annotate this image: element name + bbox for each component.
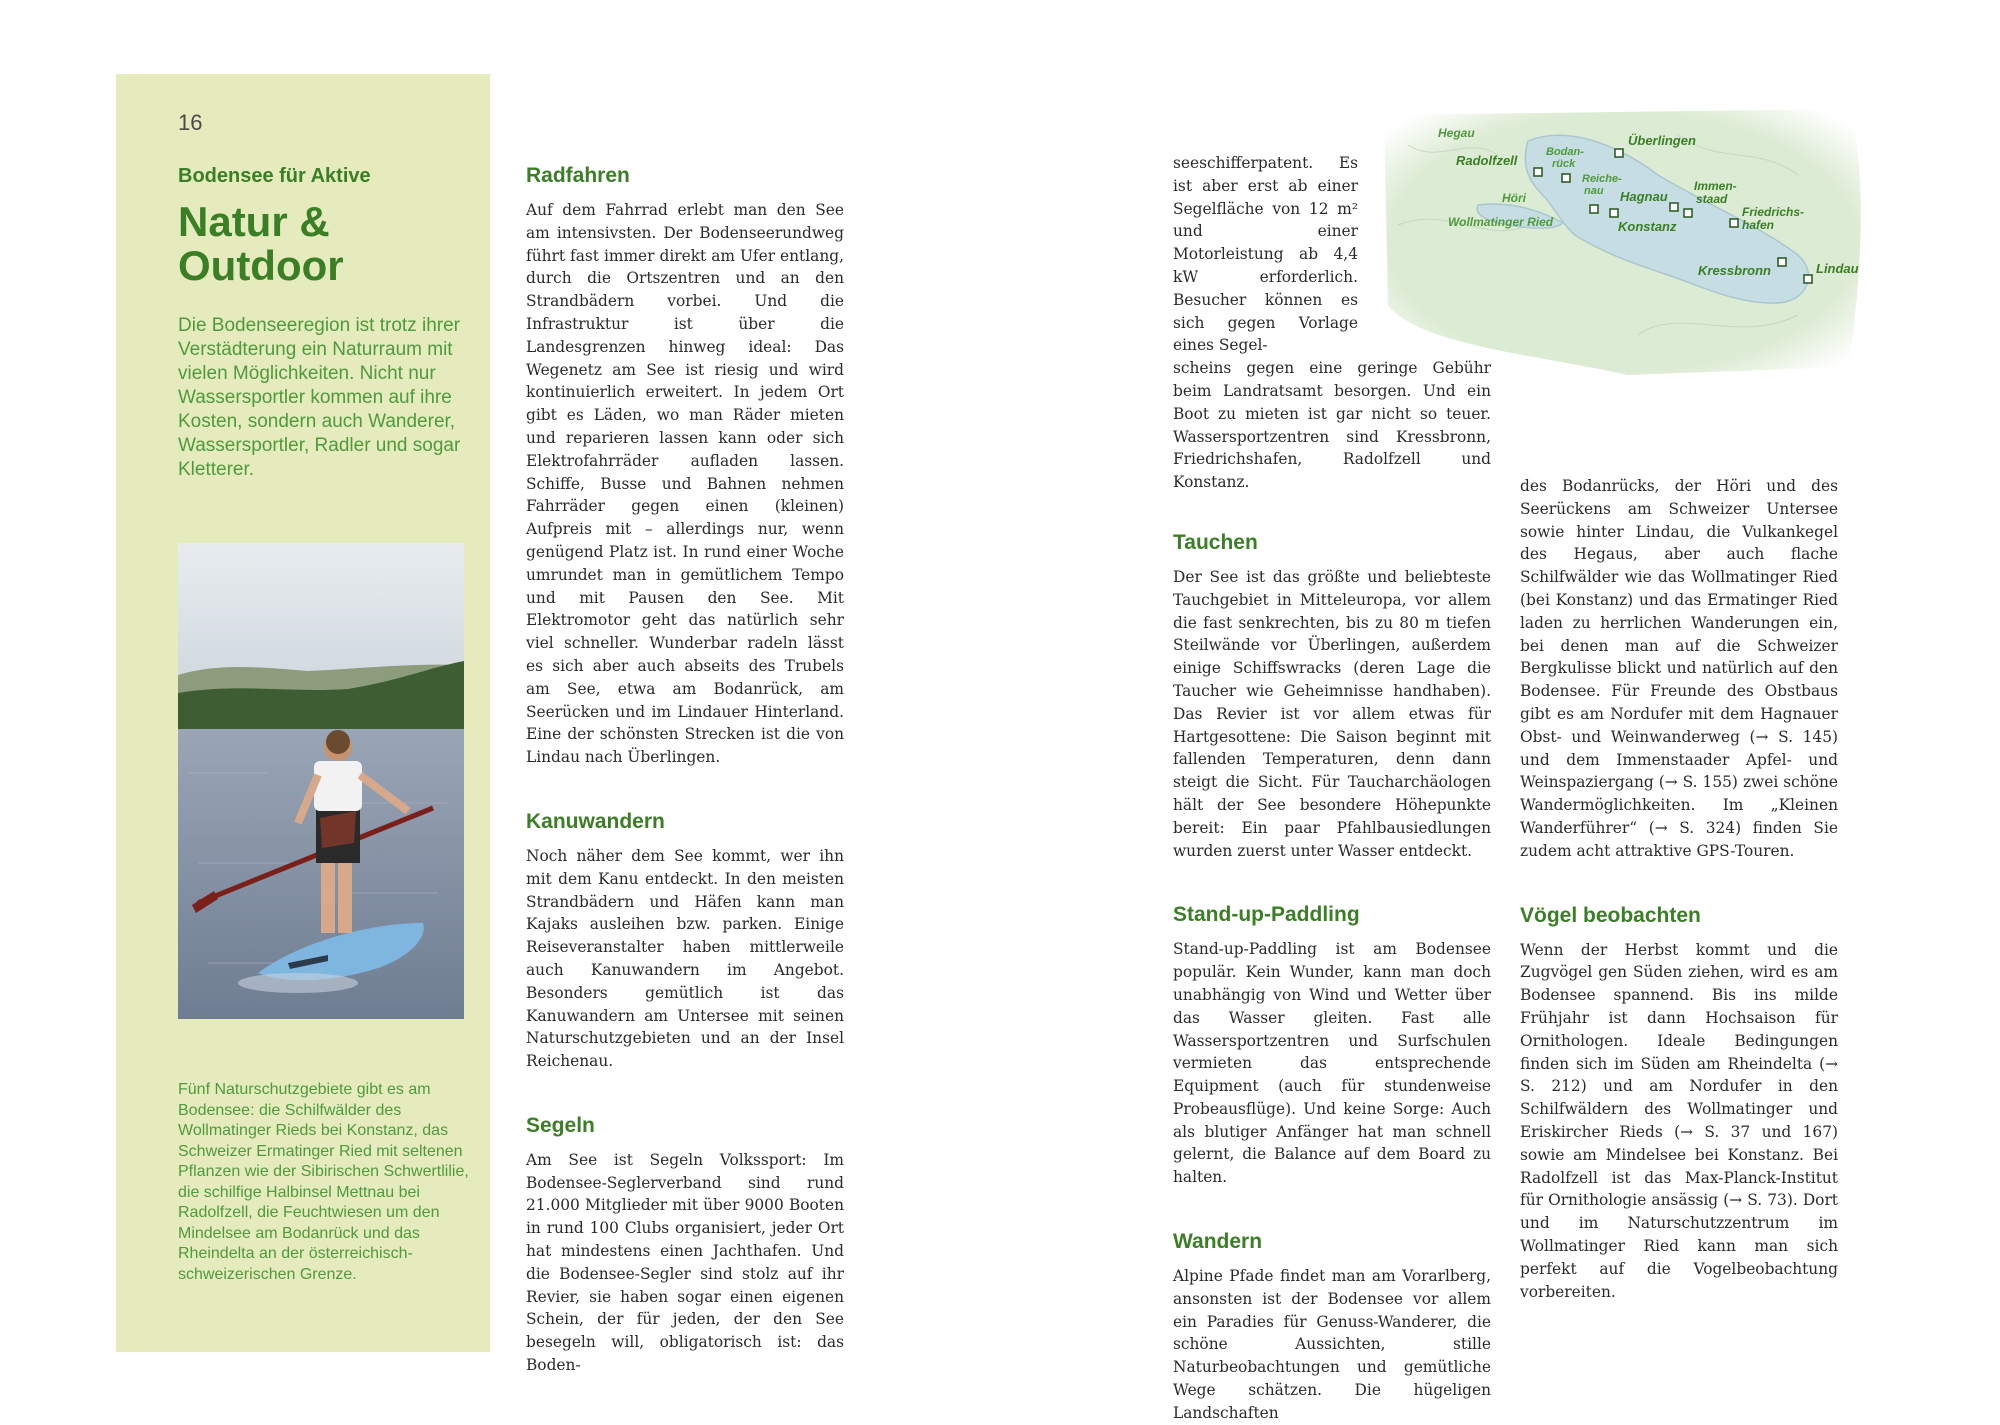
map-town-friedrichshafen-2: hafen — [1742, 218, 1775, 232]
map-town-bodanrueck-1: Bodan- — [1546, 146, 1584, 158]
intro-text: Die Bodenseeregion ist trotz ihrer Verstädterung ein Naturraum mit vielen Möglichkeiten. Nicht nur Wassersportler kommen auf ihre Kosten, sondern auch Wanderer, Wassersportler, Radler und sogar Kletterer. — [178, 315, 461, 480]
paddleboarder-photo — [178, 543, 464, 1019]
column-1 — [526, 163, 844, 1377]
heading-radfahren: Radfahren — [526, 164, 630, 187]
section-kanuwandern — [526, 809, 844, 1073]
map-town-immenstaad-1: Immen- — [1694, 179, 1737, 193]
heading-voegel: Vögel beobachten — [1520, 903, 1701, 927]
text-segeln: Am See ist Segeln Volkssport: Im Bodensee-Seglerverband sind rund 21.000 Mitglieder mit über 9000 Booten in rund 100 Clubs organisiert, jeder Ort hat mindestens einen Jachthafen. Und die Bodensee-Segler sind stolz auf ihr Revier, sie haben sogar einen eigenen Schein, der für jeden, der den See besegeln will, obligatorisch ist: das Boden- — [526, 1150, 844, 1375]
text-voegel: Wenn der Herbst kommt und die Zugvögel gen Süden ziehen, wird es am Bodensee spannend. Bis ins milde Frühjahr ist dann Hochsaison für Ornithologen. Ideale Bedingungen finden sich im Süden am Rheindelta (→ S. 212) und am Nordufer in den Schilfwäldern des Wollmatinger und Eriskircher Rieds (→ S. 37 und 167) sowie am Mindelsee bei Konstanz. Bei Radolfzell ist das Max-Planck-Institut für Ornithologie ansässig (→ S. 73). Dort und im Naturschutzzentrum im Wollmatinger Ried kann man sich perfekt auf die Vogelbeobachtung vorbereiten. — [1520, 940, 1838, 1301]
heading-segeln: Segeln — [526, 1113, 595, 1137]
map-marker-bodanrueck — [1562, 174, 1570, 182]
text-wandern-cont: des Bodanrücks, der Höri und des Seerückens am Schweizer Untersee sowie hinter Lindau, die Vulkankegel des Hegaus, aber auch flache Schilfwälder wie das Wollmatinger Ried (bei Konstanz) und das Ermatinger Ried laden zu herrlichen Wanderungen ein, bei denen man auf die Schweizer Bergkulisse blickt und natürlich auf den Bodensee. Für Freunde des Obstbaus gibt es am Nordufer mit dem Hagnauer Obst- und Weinwanderweg (→ S. 145) und dem Immenstaader Apfel- und Weinspaziergang (→ S. 155) zwei schöne Wandermöglichkeiten. Im „Kleinen Wanderführer“ (→ S. 324) finden Sie zudem acht attraktive GPS-Touren. — [1520, 477, 1838, 860]
map-town-hagnau: Hagnau — [1620, 189, 1668, 204]
map-label-hegau: Hegau — [1438, 126, 1475, 140]
section-kicker: Bodensee für Aktive — [178, 165, 371, 187]
column-3 — [1520, 475, 1838, 1303]
map-marker-reichenau — [1590, 205, 1598, 213]
map-town-radolfzell: Radolfzell — [1456, 153, 1518, 168]
text-radfahren: Auf dem Fahrrad erlebt man den See am intensivsten. Der Bodenseerundweg führt fast immer direkt am Ufer entlang, durch die Ortszentren und an den Strandbädern vorbei. Und die Infrastruktur ist über die Landesgrenzen hinweg ideal: Das Wegenetz am See ist riesig und wird kontinuierlich erweitert. In jedem Ort gibt es Läden, wo man Räder mieten und reparieren lassen kann oder sich Elektrofahrräder aufladen lassen. Schiffe, Busse und Bahnen nehmen Fahrräder gegen einen (kleinen) Aufpreis mit – allerdings nur, wenn genügend Platz ist. In rund einer Woche umrundet man in gemütlichem Tempo und mit Pausen den See. Mit Elektromotor geht das natürlich sehr viel schneller. Wunderbar radeln lässt es sich aber auch abseits des Trubels am See, etwa am Bodanrück, am Seerücken und im Lindauer Hinterland. Eine der schönsten Strecken ist die von Lindau nach Überlingen. — [526, 201, 844, 767]
map-marker-immenstaad — [1684, 209, 1692, 217]
map-town-konstanz: Konstanz — [1618, 219, 1677, 234]
map-town-kressbronn: Kressbronn — [1698, 263, 1771, 278]
map-marker-friedrichshafen — [1730, 219, 1738, 227]
map-marker-ueberlingen — [1615, 149, 1623, 157]
map-graphic — [1378, 105, 1870, 377]
map-label-wollmatinger: Wollmatinger Ried — [1448, 215, 1554, 229]
text-sup: Stand-up-Paddling ist am Bodensee populär. Kein Wunder, kann man doch unabhängig von Wind und Wetter über das Wasser gleiten. Fast alle Wassersportzentren und Surfschulen vermieten das entsprechende Equipment (auch für stundenweise Probeausflüge). Und keine Sorge: Auch als blutiger Anfänger hat man schnell gelernt, die Balance auf dem Board zu halten. — [1173, 940, 1491, 1187]
heading-kanuwandern: Kanuwandern — [526, 809, 665, 833]
section-wandern — [1173, 1229, 1491, 1425]
section-voegel — [1520, 903, 1838, 1304]
heading-wandern: Wandern — [1173, 1230, 1263, 1254]
map-town-reichenau-2: nau — [1584, 185, 1604, 197]
map-marker-lindau — [1804, 275, 1812, 283]
map-town-ueberlingen: Überlingen — [1628, 133, 1696, 148]
text-wandern: Alpine Pfade findet man am Vorarlberg, ansonsten ist der Bodensee vor allem ein Paradies für Genuss-Wanderer, die schöne Aussichten, stille Naturbeobachtungen und gemütliche Wege schätzen. Die hügeligen Landschaften — [1173, 1267, 1491, 1422]
paddleboard-illustration — [178, 543, 464, 1019]
photo-caption: Fünf Naturschutzgebiete gibt es am Bodensee: die Schilfwälder des Wollmatinger Rieds bei Konstanz, das Schweizer Ermatinger Ried mit seltenen Pflanzen wie der Sibirischen Schwertlilie, die schilfige Halbinsel Mettnau bei Radolfzell, die Feuchtwiesen um den Mindelsee am Bodanrück und das Rheindelta an der österreichisch-schweizerischen Grenze. — [178, 1081, 469, 1283]
map-marker-radolfzell — [1534, 168, 1542, 176]
page-number: 16 — [178, 110, 203, 135]
map-town-immenstaad-2: staad — [1696, 192, 1728, 206]
text-tauchen: Der See ist das größte und beliebteste Tauchgebiet in Mitteleuropa, vor allem die fast senkrechten, bis zu 80 m tiefen Steilwände vor Überlingen, außerdem einige Schiffswracks (deren Lage die Taucher wie Geheimnisse handhaben). Das Revier ist vor allem etwas für Hartgesottene: Die Saison beginnt mit fallenden Temperaturen, denn dann steigt die Sicht. Für Taucharchäologen hält der See besondere Höhepunkte bereit: Ein paar Pfahlbausiedlungen wurden zuerst unter Wasser entdeckt. — [1173, 567, 1491, 860]
heading-tauchen: Tauchen — [1173, 530, 1258, 554]
map-marker-kressbronn — [1778, 258, 1786, 266]
section-radfahren — [526, 163, 844, 769]
map-label-hoeri: Höri — [1502, 191, 1526, 205]
map-town-lindau: Lindau — [1816, 261, 1859, 276]
text-kanuwandern: Noch näher dem See kommt, wer ihn mit dem Kanu entdeckt. In den meisten Strandbädern und Häfen kann man Kajaks ausleihen bzw. parken. Einige Reiseveranstalter haben mittlerweile auch Kanuwandern im Angebot. Besonders gemütlich ist das Kanuwandern am Untersee mit seinen Naturschutzgebieten und an der Insel Reichenau. — [526, 846, 844, 1071]
map-town-reichenau-1: Reiche- — [1582, 173, 1622, 185]
bodensee-map — [1378, 105, 1870, 377]
page-title — [178, 200, 478, 288]
map-marker-konstanz — [1610, 209, 1618, 217]
title-line-2: Outdoor — [178, 242, 344, 289]
section-sup — [1173, 902, 1491, 1189]
section-tauchen — [1173, 530, 1491, 862]
map-town-bodanrueck-2: rück — [1552, 158, 1576, 170]
heading-sup: Stand-up-Paddling — [1173, 903, 1360, 927]
map-marker-hagnau — [1670, 203, 1678, 211]
text-segeln-cont-narrow: seeschifferpatent. Es ist aber erst ab einer Segelfläche von 12 m² und einer Motorleistung ab 4,4 kW erforderlich. Besucher können es sich gegen Vorlage eines Segel- — [1173, 154, 1358, 355]
title-line-1: Natur & — [178, 198, 330, 245]
map-town-friedrichshafen-1: Friedrichs- — [1742, 205, 1805, 219]
text-segeln-cont-wide: scheins gegen eine geringe Gebühr beim Landratsamt besorgen. Und ein Boot zu mieten ist gar nicht so teuer. Wassersportzentren sind Kressbronn, Friedrichshafen, Radolfzell und Konstanz. — [1173, 359, 1491, 492]
section-segeln — [526, 1113, 844, 1377]
